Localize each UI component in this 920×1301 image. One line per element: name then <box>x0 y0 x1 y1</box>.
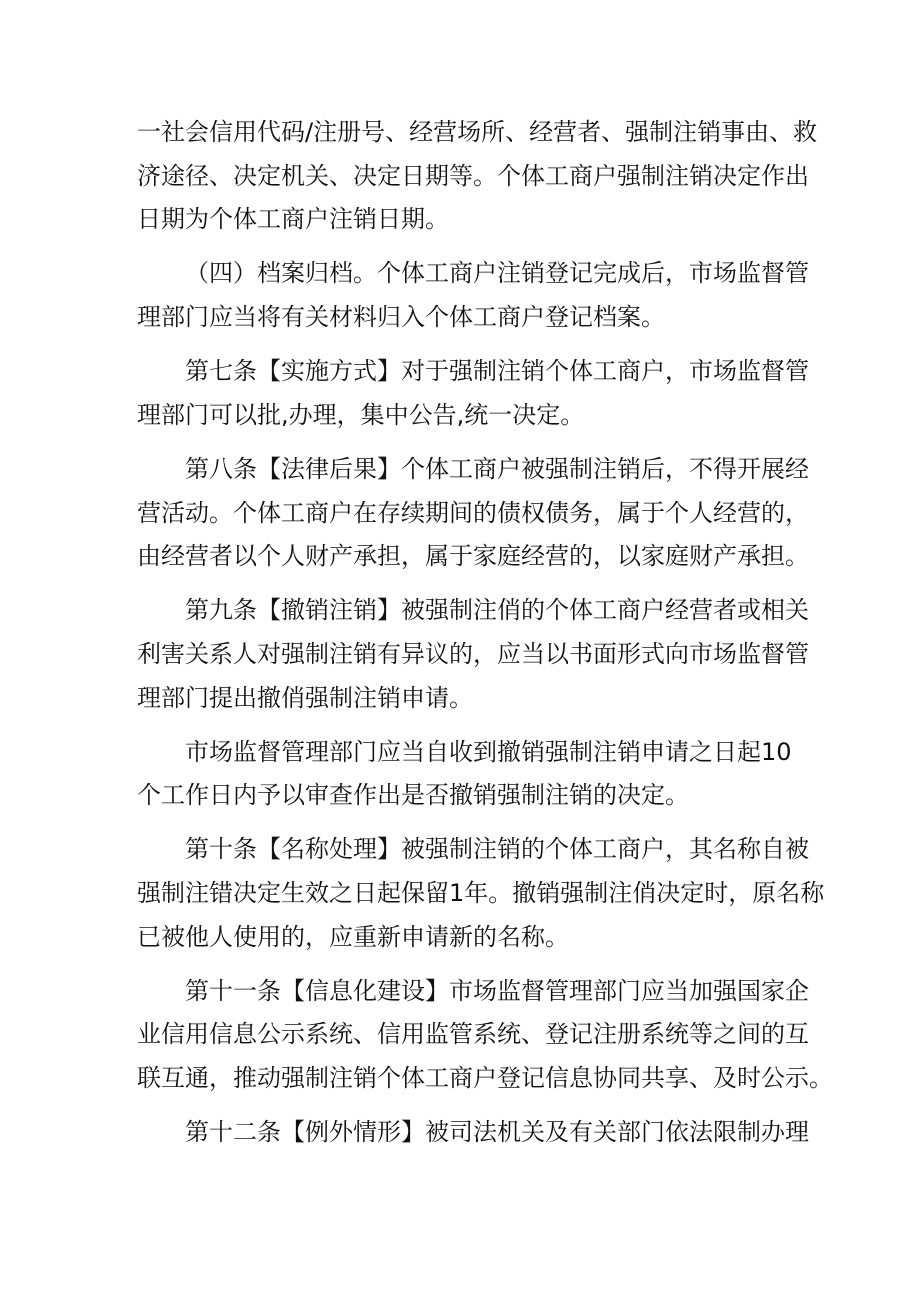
text-line: 利害关系人对强制注销有异议的，应当以书面形式向市场监督管 <box>137 639 809 668</box>
paragraph-article-10 <box>137 828 825 959</box>
paragraph-continuation <box>137 111 818 242</box>
text-line: 营活动。个体工商户在存续期间的债权债务，属于个人经营的， <box>137 498 809 527</box>
text-line: 理部门可以批,办理，集中公告,统一决定。 <box>137 400 585 429</box>
text-line: 第八条【法律后果】个体工商户被强制注销后，不得开展经 <box>185 454 809 483</box>
paragraph-review-deadline <box>137 731 797 818</box>
text-line: 联互通，推动强制注销个体工商户登记信息协同共享、及时公示。 <box>137 1064 833 1093</box>
text-line: 第十条【名称处理】被强制注销的个体工商户，其名称自被 <box>185 835 809 864</box>
text-line: 强制注错决定生效之日起保留1年。撤销强制注俏决定时，原名称 <box>137 879 825 908</box>
text-line: 业信用信息公示系统、信用监管系统、登记注册系统等之间的互 <box>137 1020 809 1049</box>
text-line: 一社会信用代码/注册号、经营场所、经营者、强制注销事由、救 <box>137 118 818 146</box>
text-line: 理部门应当将有关材料归入个体工商户登记档案。 <box>137 302 665 331</box>
paragraph-article-11 <box>137 970 833 1101</box>
text-line: 理部门提出撤俏强制注销申请。 <box>137 683 473 712</box>
document-body <box>137 111 833 1155</box>
text-line: 日期为个体工商户注销日期。 <box>137 205 449 234</box>
text-line: 个工作日内予以审查作出是否撤销强制注销的决定。 <box>137 781 689 810</box>
paragraph-article-12 <box>137 1111 809 1155</box>
text-line: 由经营者以个人财产承担，属于家庭经营的，以家庭财产承担。 <box>137 542 809 571</box>
paragraph-article-9 <box>137 589 809 720</box>
paragraph-article-8 <box>137 448 809 579</box>
text-line: （四）档案归档。个体工商户注销登记完成后，市场监督管 <box>185 259 809 288</box>
text-line: 第九条【撤销注销】被强制注俏的个体工商户经营者或相关 <box>185 596 809 625</box>
text-line: 市场监督管理部门应当自收到撤销强制注销申请之日起10 <box>185 737 792 766</box>
paragraph-article-7 <box>137 350 809 437</box>
text-line: 已被他人使用的，应重新申请新的名称。 <box>137 922 569 951</box>
text-line: 第七条【实施方式】对于强制注销个体工商户，市场监督管 <box>185 357 809 386</box>
text-line: 第十二条【例外情形】被司法机关及有关部门依法限制办理 <box>185 1118 809 1147</box>
text-line: 第十一条【信息化建设】市场监督管理部门应当加强国家企 <box>185 976 809 1005</box>
paragraph-archive <box>137 252 809 339</box>
text-line: 济途径、决定机关、决定日期等。个体工商户强制注销决定作出 <box>137 161 809 190</box>
